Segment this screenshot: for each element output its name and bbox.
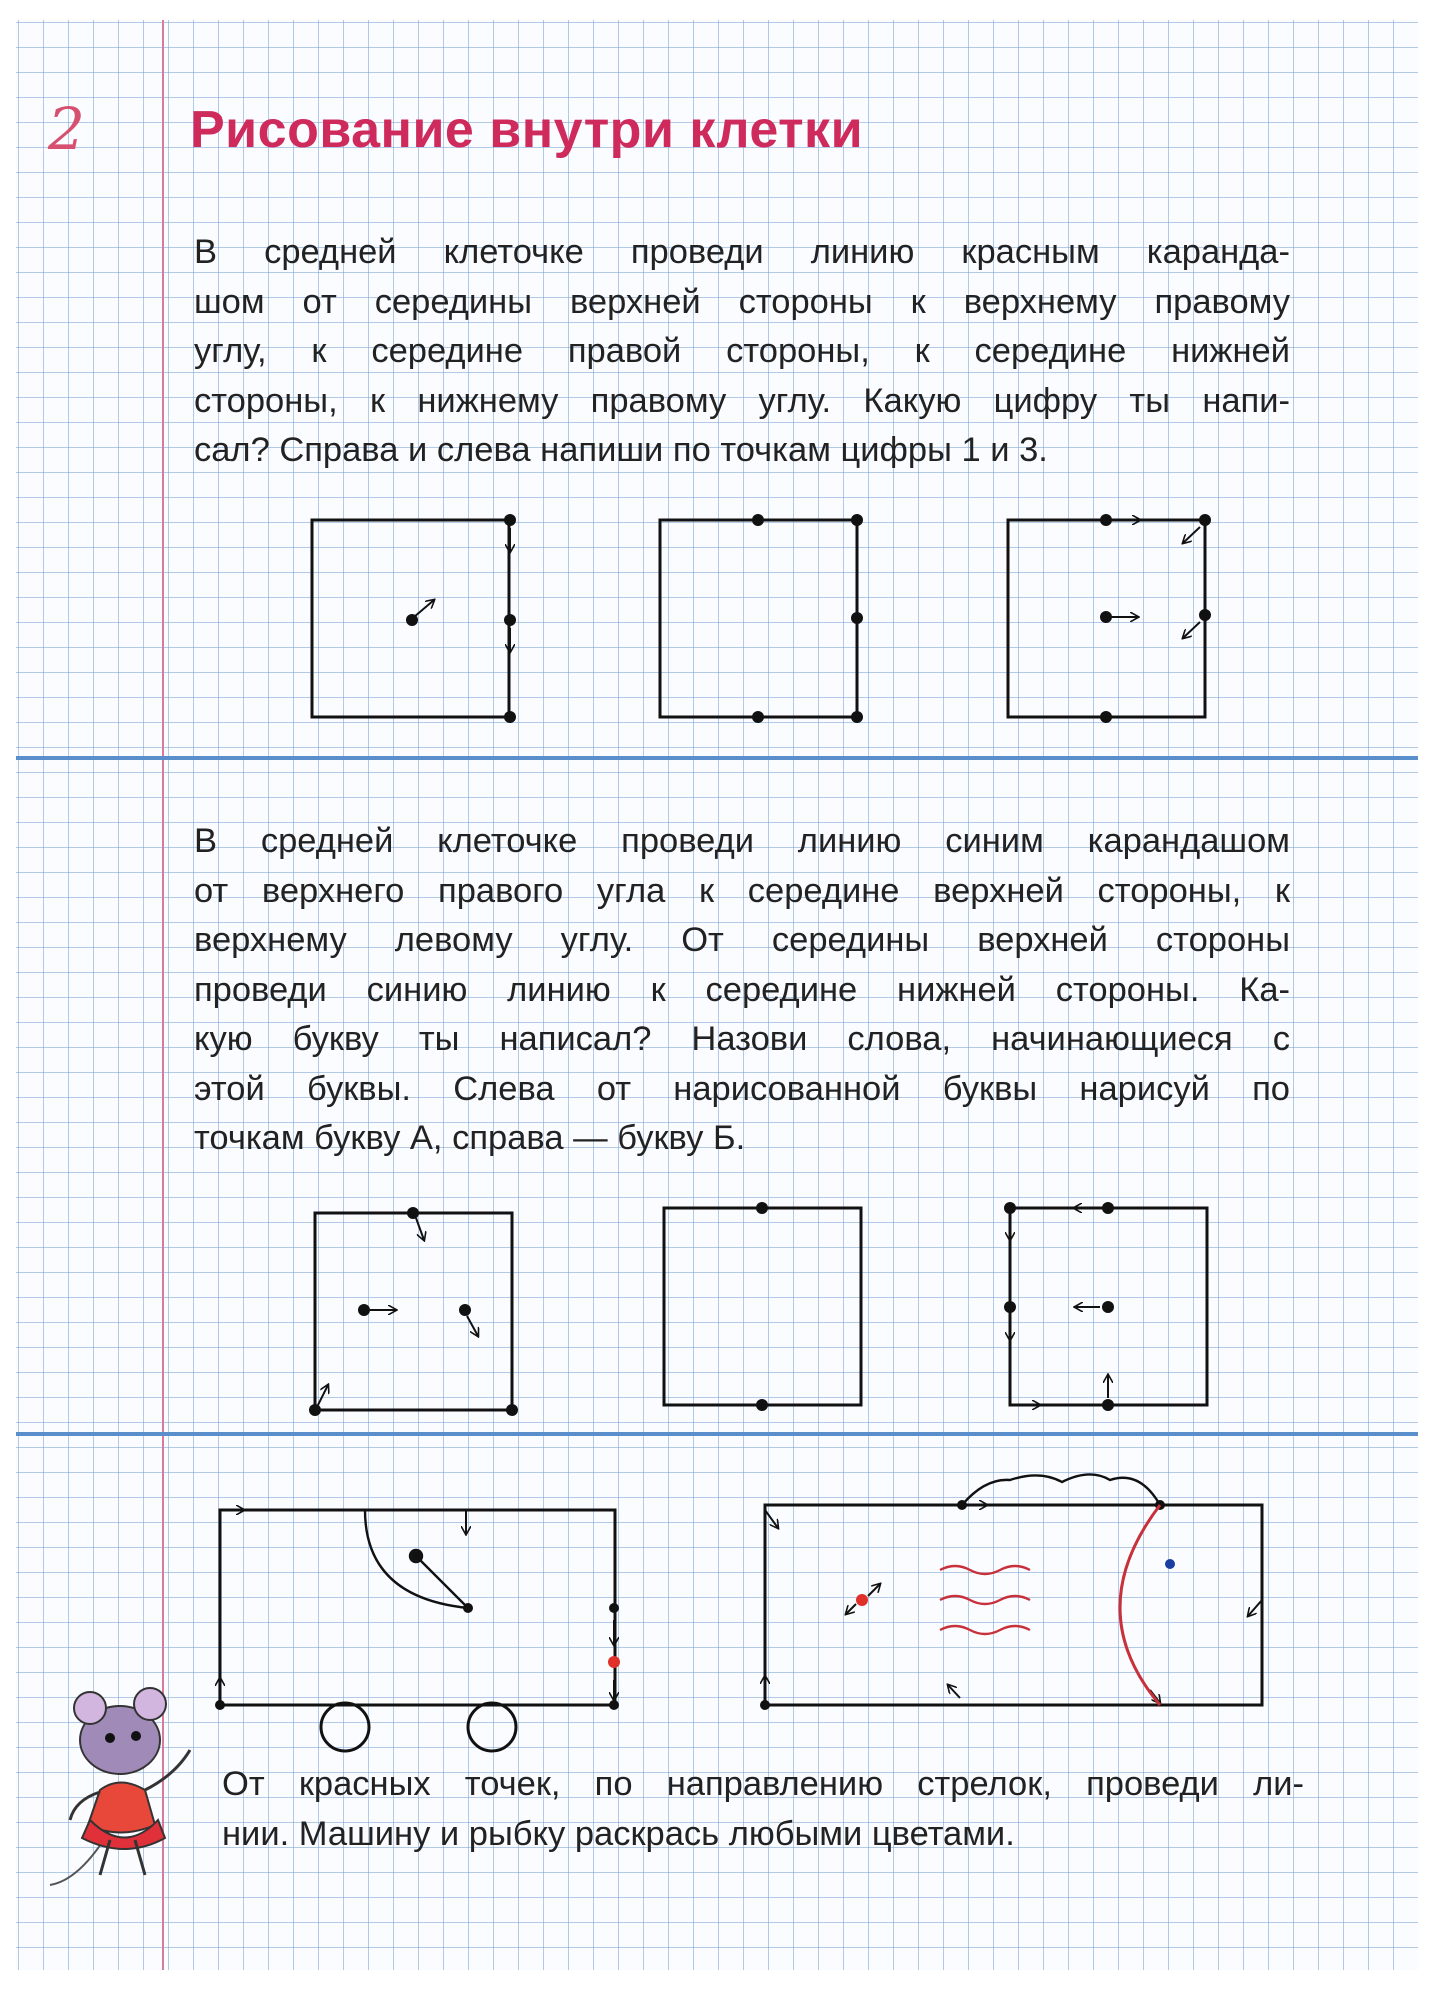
task1-line: шом от середины верхней стороны к верхнему правому xyxy=(194,282,1290,321)
task3-line: От красных точек, по направлению стрелок, проведи ли- xyxy=(222,1765,1304,1803)
page-title: Рисование внутри клетки xyxy=(190,101,864,159)
fish-eye xyxy=(1165,1559,1175,1569)
direction-arrows xyxy=(220,520,1262,1703)
red-start-dot-car xyxy=(608,1656,620,1668)
task2-square-middle xyxy=(664,1208,861,1405)
task2-square-left xyxy=(315,1213,512,1410)
car-wheel-right xyxy=(468,1703,516,1751)
page-number: 2 xyxy=(48,95,85,163)
task3-line: нии. Машину и рыбку раскрась любыми цветами. xyxy=(222,1814,1015,1853)
mouse-illustration xyxy=(40,1680,210,1890)
task2-line: верхнему левому углу. От середины верхней стороны xyxy=(194,921,1290,959)
task2-line: В средней клеточке проведи линию синим карандашом xyxy=(194,822,1290,860)
task2-line: кую букву ты написал? Назови слова, начинающиеся с xyxy=(194,1020,1290,1058)
guide-dots xyxy=(215,514,1211,1710)
task1-line: стороны, к нижнему правому углу. Какую цифру ты напи- xyxy=(194,381,1290,420)
task1-line: В средней клеточке проведи линию красным каранда- xyxy=(194,233,1290,271)
fish-gill xyxy=(1120,1505,1160,1705)
car-figure xyxy=(220,1510,615,1751)
task1-line: углу, к середине правой стороны, к середине нижней xyxy=(194,332,1290,370)
task2-line: точкам букву А, справа — букву Б. xyxy=(194,1119,746,1157)
fish-scales xyxy=(940,1566,1030,1634)
task2-line: проведи синию линию к середине нижней стороны. Ка- xyxy=(194,970,1290,1009)
task1-square-middle xyxy=(660,520,857,717)
fish-outline xyxy=(765,1505,1262,1705)
fish-figure xyxy=(765,1505,1262,1705)
task1-line: сал? Справа и слева напиши по точкам цифры 1 и 3. xyxy=(194,431,1048,469)
task2-line: от верхнего правого угла к середине верхней стороны, к xyxy=(194,871,1290,910)
car-wheel-left xyxy=(321,1703,369,1751)
fish-fin xyxy=(962,1474,1160,1505)
car-body xyxy=(220,1510,615,1705)
task2-line: этой буквы. Слева от нарисованной буквы нарисуй по xyxy=(194,1069,1290,1108)
red-start-dot-fish xyxy=(856,1594,868,1606)
